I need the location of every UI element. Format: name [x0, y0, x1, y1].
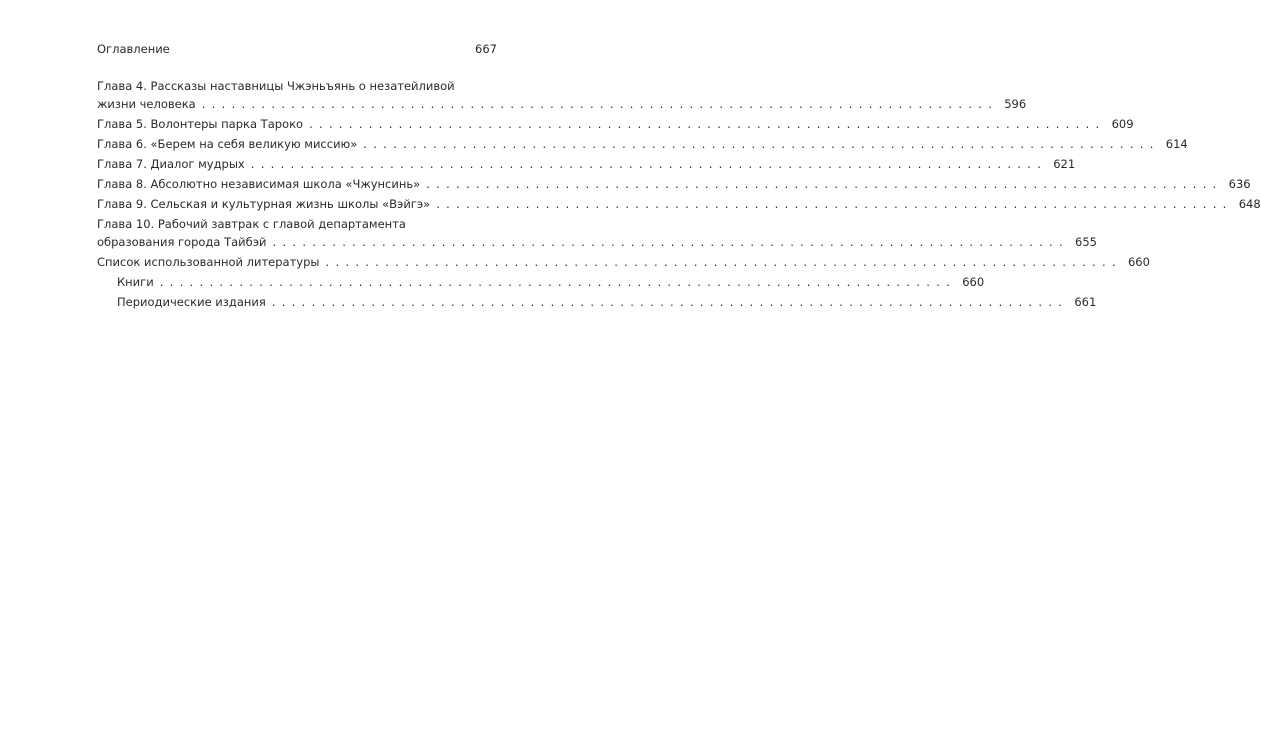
toc-entry-row: [97, 136, 1188, 154]
toc-entry[interactable]: [97, 78, 1027, 113]
toc-entry-title: жизни человека: [97, 96, 196, 111]
toc-entry-page: 636: [1228, 176, 1251, 191]
toc-entry-row: [97, 116, 1134, 134]
toc-entry-title: Книги: [117, 274, 154, 289]
toc-entry[interactable]: [97, 156, 1076, 174]
toc-entry-row: [97, 234, 1097, 252]
toc-entry-row: [97, 176, 1251, 194]
running-header: [97, 42, 497, 58]
toc-entry[interactable]: [97, 136, 1188, 154]
toc-entry[interactable]: [97, 196, 1261, 214]
dot-leader: ................................................................................: [363, 136, 1160, 151]
dot-leader: ................................................................................: [426, 176, 1223, 191]
page-number: 667: [475, 42, 497, 56]
dot-leader: ................................................................................: [309, 116, 1106, 131]
dot-leader: ................................................................................: [272, 234, 1069, 249]
toc-entry-title: Глава 8. Абсолютно независимая школа «Чжунсинь»: [97, 176, 421, 191]
toc-entry-title: Список использованной литературы: [97, 254, 320, 269]
toc-entry-page: 655: [1075, 234, 1097, 249]
toc-entry-page: 609: [1111, 116, 1134, 131]
toc-entry[interactable]: [97, 216, 1097, 251]
toc-entry-title: Глава 7. Диалог мудрых: [97, 156, 245, 171]
dot-leader: ................................................................................: [325, 254, 1122, 269]
toc-entry-page: 648: [1238, 196, 1261, 211]
toc-entry-row: [97, 96, 1027, 114]
toc-entry-title: Глава 5. Волонтеры парка Тароко: [97, 116, 304, 131]
dot-leader: ................................................................................: [436, 196, 1233, 211]
toc-entry-row: [97, 196, 1261, 214]
toc-subentry[interactable]: [97, 294, 1097, 312]
dot-leader: ................................................................................: [250, 156, 1048, 171]
toc-entry-row: [117, 294, 1097, 312]
toc-entry-page: 614: [1165, 136, 1188, 151]
toc-entry-page: 660: [962, 274, 985, 289]
toc-entry-title: Глава 9. Сельская и культурная жизнь школы «Вэйгэ»: [97, 196, 431, 211]
table-of-contents: [97, 78, 1261, 314]
dot-leader: ................................................................................: [271, 294, 1069, 309]
toc-entry-title: Периодические издания: [117, 294, 266, 309]
toc-entry-page: 621: [1053, 156, 1076, 171]
toc-entry-page: 660: [1127, 254, 1150, 269]
toc-entry-page: 661: [1074, 294, 1097, 309]
toc-entry[interactable]: [97, 116, 1134, 134]
toc-entry-row: [97, 254, 1150, 272]
toc-entry-title-line: Глава 10. Рабочий завтрак с главой департамента: [97, 217, 406, 232]
toc-entry-page: 596: [1004, 96, 1027, 111]
toc-subentry[interactable]: [97, 274, 985, 292]
toc-entry-title: Глава 6. «Берем на себя великую миссию»: [97, 136, 358, 151]
toc-entry-title-line: Глава 4. Рассказы наставницы Чжэньъянь о незатейливой: [97, 79, 455, 93]
toc-entry[interactable]: [97, 176, 1251, 194]
dot-leader: ................................................................................: [201, 96, 999, 111]
toc-entry-row: [97, 156, 1076, 174]
toc-entry-title: образования города Тайбэй: [97, 234, 267, 249]
dot-leader: ................................................................................: [159, 274, 957, 289]
toc-entry[interactable]: [97, 254, 1150, 272]
toc-entry-row: [117, 274, 985, 292]
section-title: Оглавление: [97, 42, 170, 56]
